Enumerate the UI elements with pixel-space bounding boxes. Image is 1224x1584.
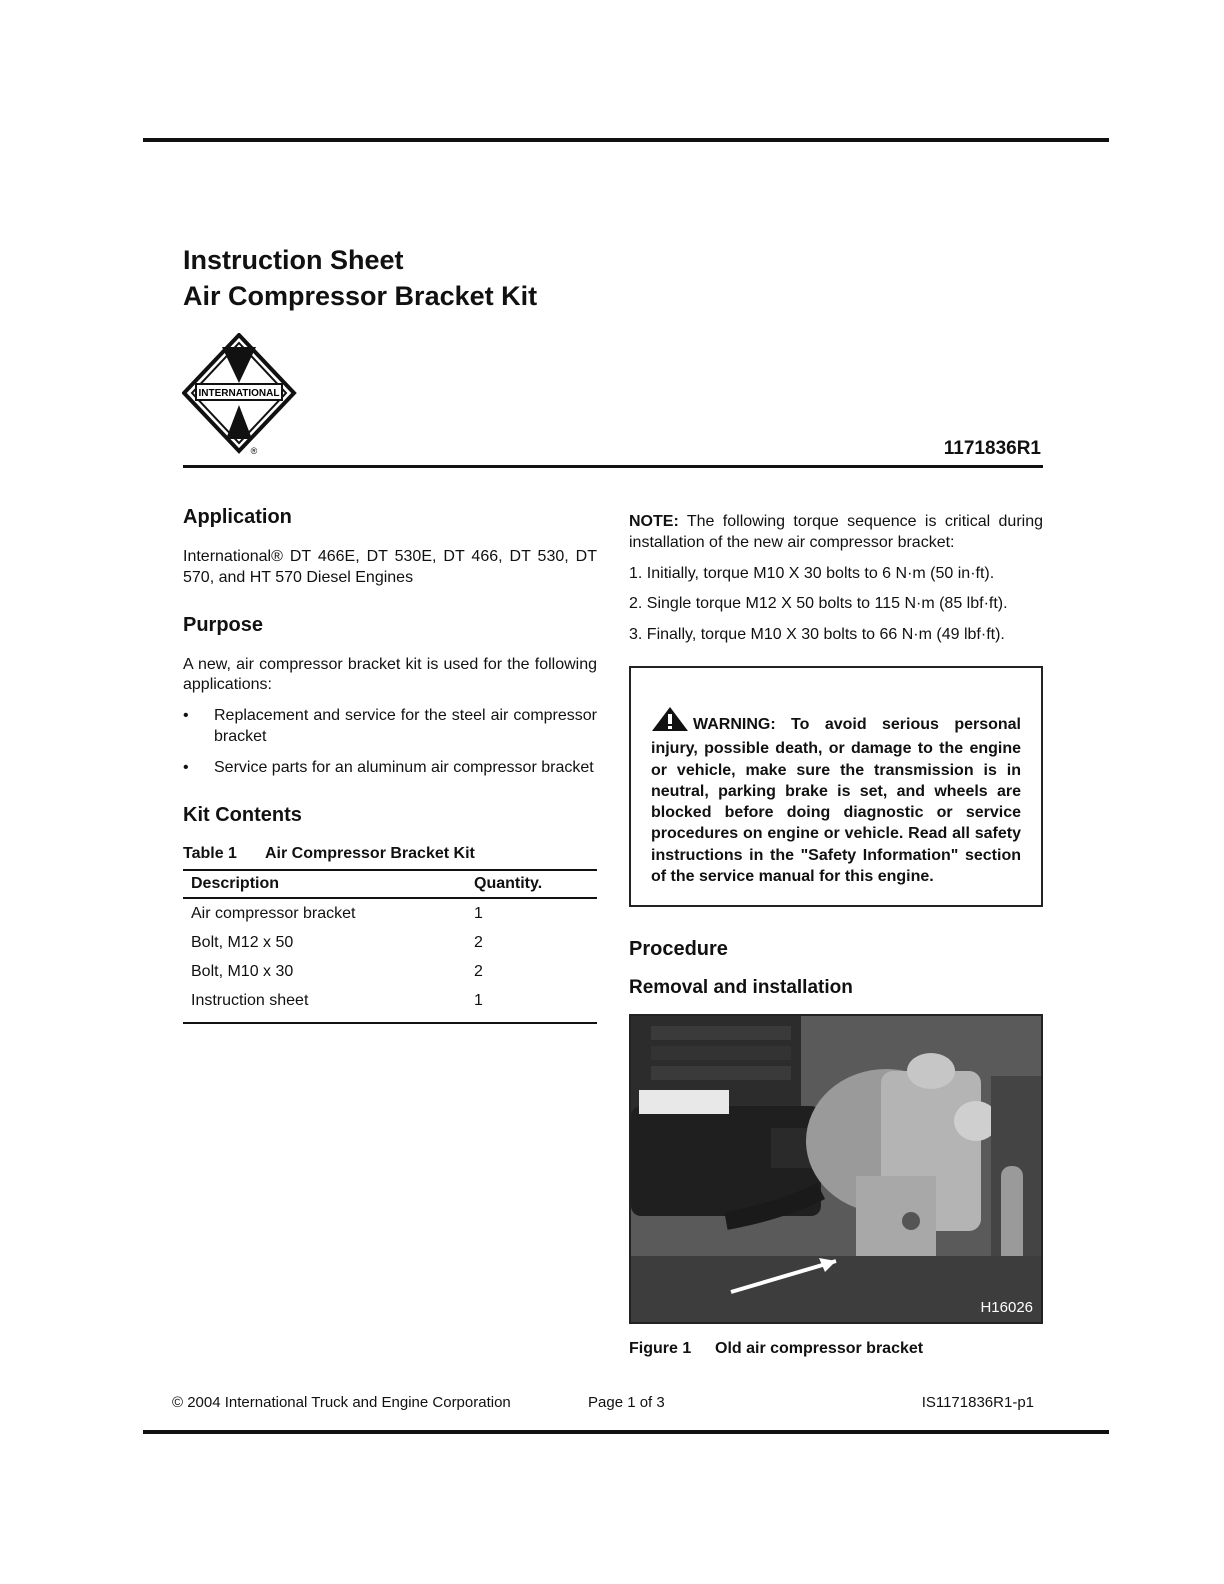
header-rule <box>183 465 1043 468</box>
column-header-description: Description <box>183 870 466 898</box>
document-number: 1171836R1 <box>943 438 1041 459</box>
removal-installation-subheading: Removal and installation <box>629 977 853 999</box>
registered-mark: ® <box>250 446 258 456</box>
warning-text: WARNING: To avoid serious personal injury, possible death, or damage to the engine or vehicle, make sure the transmission is in neutral, parking brake is set, and wheels are blocked before doing diagnostic or service procedures on engine or vehicle. Read all safety instructions in the "Safety Information" section of the service manual for this engine. <box>651 715 1021 885</box>
figure-code: H16026 <box>980 1298 1033 1316</box>
figure-photo <box>629 1014 1043 1324</box>
purpose-bullets <box>183 706 597 778</box>
figure-caption: Figure 1 Old air compressor bracket <box>629 1339 924 1357</box>
top-rule <box>143 138 1109 142</box>
list-item: 2. Single torque M12 X 50 bolts to 115 N·m (85 lbf·ft). <box>629 595 1008 613</box>
kit-contents-heading: Kit Contents <box>183 803 302 826</box>
list-item: • Replacement and service for the steel air compressor bracket <box>183 707 597 745</box>
warning-box <box>629 666 1043 907</box>
logo-text: INTERNATIONAL <box>198 388 280 399</box>
procedure-heading: Procedure <box>629 938 728 961</box>
list-item: 1. Initially, torque M10 X 30 bolts to 6 N·m (50 in·ft). <box>629 564 995 582</box>
application-heading: Application <box>183 506 292 528</box>
note-label: NOTE: <box>629 513 679 530</box>
table-row: Air compressor bracket 1 <box>191 904 483 922</box>
note-paragraph <box>629 512 1043 554</box>
purpose-heading: Purpose <box>183 613 264 636</box>
page-subtitle: Air Compressor Bracket Kit <box>183 281 538 311</box>
table-row: Instruction sheet 1 <box>183 986 597 1023</box>
footer-doc-ref: IS1171836R1-p1 <box>921 1394 1034 1411</box>
page-title: Instruction Sheet <box>183 245 404 275</box>
application-body: International® DT 466E, DT 530E, DT 466, DT 530, DT 570, and HT 570 Diesel Engines <box>183 548 597 586</box>
international-logo <box>182 333 297 458</box>
footer-page-number: Page 1 of 3 <box>588 1394 665 1411</box>
list-item: 3. Finally, torque M10 X 30 bolts to 66 N·m (49 lbf·ft). <box>629 626 1005 644</box>
left-column <box>183 505 597 1024</box>
bottom-rule <box>143 1430 1109 1434</box>
table-row: Bolt, M12 x 50 2 <box>191 933 483 951</box>
note-text: The following torque sequence is critical during installation of the new air compressor bracket: <box>629 513 1044 551</box>
list-item: • Service parts for an aluminum air compressor bracket <box>183 758 597 779</box>
kit-contents-table <box>183 869 597 1024</box>
column-header-quantity: Quantity. <box>466 870 597 898</box>
table-row: Bolt, M10 x 30 2 <box>191 962 483 980</box>
table-caption: Table 1 Air Compressor Bracket Kit <box>183 844 475 862</box>
bullet-icon: • <box>183 707 189 725</box>
warning-icon <box>651 706 689 738</box>
bullet-icon: • <box>183 758 189 776</box>
purpose-body: A new, air compressor bracket kit is used for the following applications: <box>183 655 597 694</box>
torque-steps <box>629 564 1043 646</box>
right-column <box>629 512 1043 1358</box>
footer-copyright: © 2004 International Truck and Engine Corporation <box>172 1394 511 1411</box>
